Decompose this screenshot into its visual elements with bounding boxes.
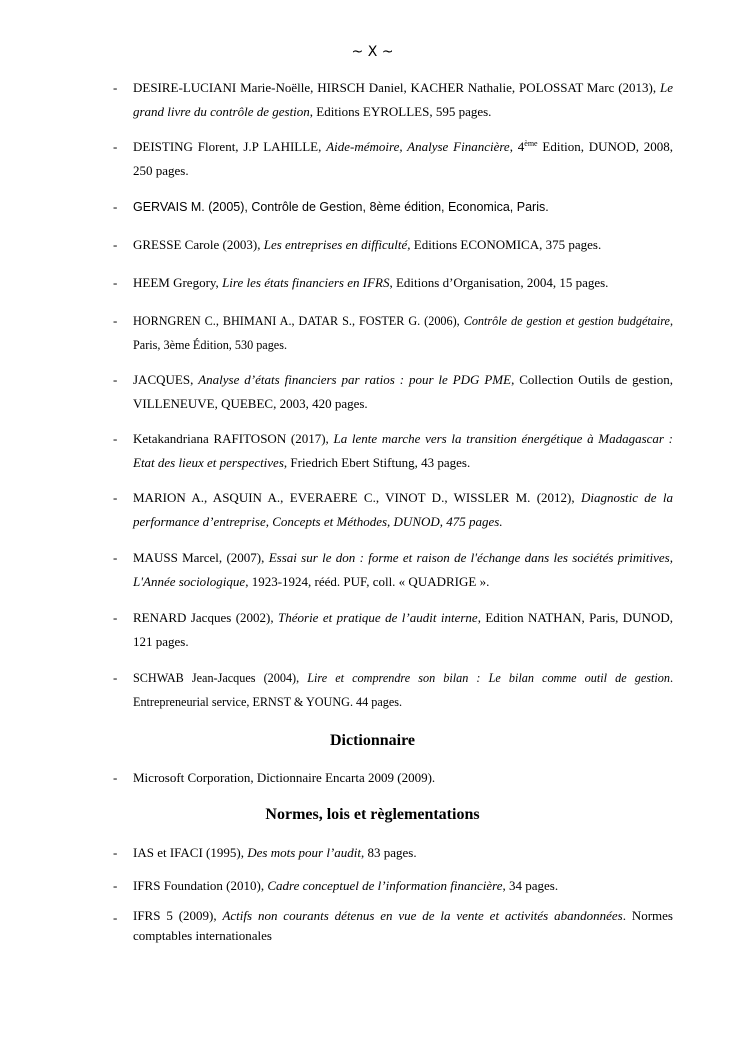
entry-title: Essai sur le don : forme et raison de l'échange dans les sociétés primitives, L'Année sociologique — [133, 550, 673, 589]
bibliography-entry — [0, 546, 745, 594]
entry-text: IFRS Foundation (2010), Cadre conceptuel de l’information financière, 34 pages. — [133, 878, 559, 893]
list-bullet: - — [113, 237, 118, 252]
list-bullet: - — [113, 490, 118, 505]
norms-entry — [0, 874, 745, 898]
list-bullet: - — [113, 275, 118, 290]
list-bullet: - — [113, 670, 118, 685]
entry-text: GRESSE Carole (2003), Les entreprises en difficulté, Editions ECONOMICA, 375 pages. — [133, 237, 602, 252]
entry-title: Actifs non courants détenus en vue de la vente et activités abandonnées — [222, 908, 623, 923]
section-heading-dictionnaire: Dictionnaire — [329, 732, 416, 749]
bibliography-entry — [0, 427, 745, 475]
entry-text: DESIRE-LUCIANI Marie-Noëlle, HIRSCH Daniel, KACHER Nathalie, POLOSSAT Marc (2013), Le grand livre du contrôle de gestion, Editions EYROLLES, 595 pages. — [133, 80, 673, 119]
entry-title: Cadre conceptuel de l’information financière — [267, 878, 503, 893]
entry-text: Microsoft Corporation, Dictionnaire Encarta 2009 (2009). — [133, 770, 436, 785]
list-bullet: - — [113, 431, 118, 446]
entry-title: La lente marche vers la transition énergétique à Madagascar : Etat des lieux et perspectives — [133, 431, 673, 470]
entry-title: Des mots pour l’audit — [247, 845, 361, 860]
dictionary-entry — [0, 766, 745, 790]
entry-text: Ketakandriana RAFITOSON (2017), La lente marche vers la transition énergétique à Madagascar : Etat des lieux et perspectives, Friedrich Ebert Stiftung, 43 pages. — [133, 431, 673, 470]
entry-title: Aide-mémoire, Analyse Financière — [326, 139, 510, 154]
entry-text: GERVAIS M. (2005), Contrôle de Gestion, 8ème édition, Economica, Paris. — [133, 200, 549, 214]
page-number: ~ X ~ — [351, 44, 394, 60]
list-bullet: - — [113, 80, 118, 95]
list-bullet: - — [113, 139, 118, 154]
list-bullet: - — [113, 199, 118, 214]
bibliography-entry — [0, 606, 745, 654]
entry-text: MARION A., ASQUIN A., EVERAERE C., VINOT D., WISSLER M. (2012), Diagnostic de la performance d’entreprise, Concepts et Méthodes, DUNOD, 475 pages. — [133, 490, 674, 529]
entry-text: HORNGREN C., BHIMANI A., DATAR S., FOSTER G. (2006), Contrôle de gestion et gestion budgétaire, Paris, 3ème Édition, 530 pages. — [133, 314, 673, 352]
section-heading-normes: Normes, lois et règlementations — [265, 806, 480, 823]
entry-title: Le grand livre du contrôle de gestion — [133, 80, 673, 119]
entry-text: IFRS 5 (2009), Actifs non courants détenus en vue de la vente et activités abandonnées. Normes comptables internationales — [133, 908, 673, 943]
entry-text: RENARD Jacques (2002), Théorie et pratique de l’audit interne, Edition NATHAN, Paris, DUNOD, 121 pages. — [133, 610, 673, 649]
bibliography-entry — [0, 135, 745, 183]
norms-entry — [0, 841, 745, 865]
entry-text: HEEM Gregory, Lire les états financiers en IFRS, Editions d’Organisation, 2004, 15 pages. — [133, 275, 609, 290]
entry-text: DEISTING Florent, J.P LAHILLE, Aide-mémoire, Analyse Financière, 4ème Edition, DUNOD, 2008, 250 pages. — [133, 139, 674, 178]
bibliography-entry — [0, 271, 745, 295]
list-bullet: - — [113, 313, 118, 328]
bibliography-entry — [0, 309, 745, 357]
list-bullet: - — [113, 372, 118, 387]
bibliography-entry — [0, 486, 745, 534]
entry-title: Diagnostic de la performance d’entreprise, Concepts et Méthodes, DUNOD, 475 pages. — [133, 490, 674, 529]
bibliography-entry — [0, 666, 745, 714]
entry-text: SCHWAB Jean-Jacques (2004), Lire et comprendre son bilan : Le bilan comme outil de gestion. Entrepreneurial service, ERNST & YOUNG. 44 pages. — [133, 671, 673, 709]
superscript: ème — [524, 139, 538, 148]
entry-title: Lire et comprendre son bilan : Le bilan comme outil de gestion — [307, 671, 670, 685]
entry-title: Analyse d’états financiers par ratios : pour le PDG PME — [198, 372, 512, 387]
entry-title: Les entreprises en difficulté, — [263, 237, 411, 252]
entry-title: Lire les états financiers en IFRS — [222, 275, 390, 290]
bibliography-entry — [0, 76, 745, 124]
bibliography-entry — [0, 233, 745, 257]
list-bullet: - — [113, 770, 118, 785]
entry-text: JACQUES, Analyse d’états financiers par ratios : pour le PDG PME, Collection Outils de gestion, VILLENEUVE, QUEBEC, 2003, 420 pages. — [133, 372, 673, 411]
list-bullet: - — [113, 610, 118, 625]
entry-text: IAS et IFACI (1995), Des mots pour l’audit, 83 pages. — [133, 845, 417, 860]
bibliography-entry — [0, 195, 745, 219]
list-bullet: - — [113, 845, 118, 860]
norms-entry — [0, 906, 745, 946]
list-bullet: - — [113, 910, 118, 925]
entry-text: MAUSS Marcel, (2007), Essai sur le don : forme et raison de l'échange dans les sociétés primitives, L'Année sociologique, 1923-1924, rééd. PUF, coll. « QUADRIGE ». — [133, 550, 673, 589]
list-bullet: - — [113, 878, 118, 893]
bibliography-entry — [0, 368, 745, 416]
entry-title: Contrôle de gestion et gestion budgétaire — [463, 314, 670, 328]
list-bullet: - — [113, 550, 118, 565]
entry-title: Théorie et pratique de l’audit interne — [278, 610, 478, 625]
